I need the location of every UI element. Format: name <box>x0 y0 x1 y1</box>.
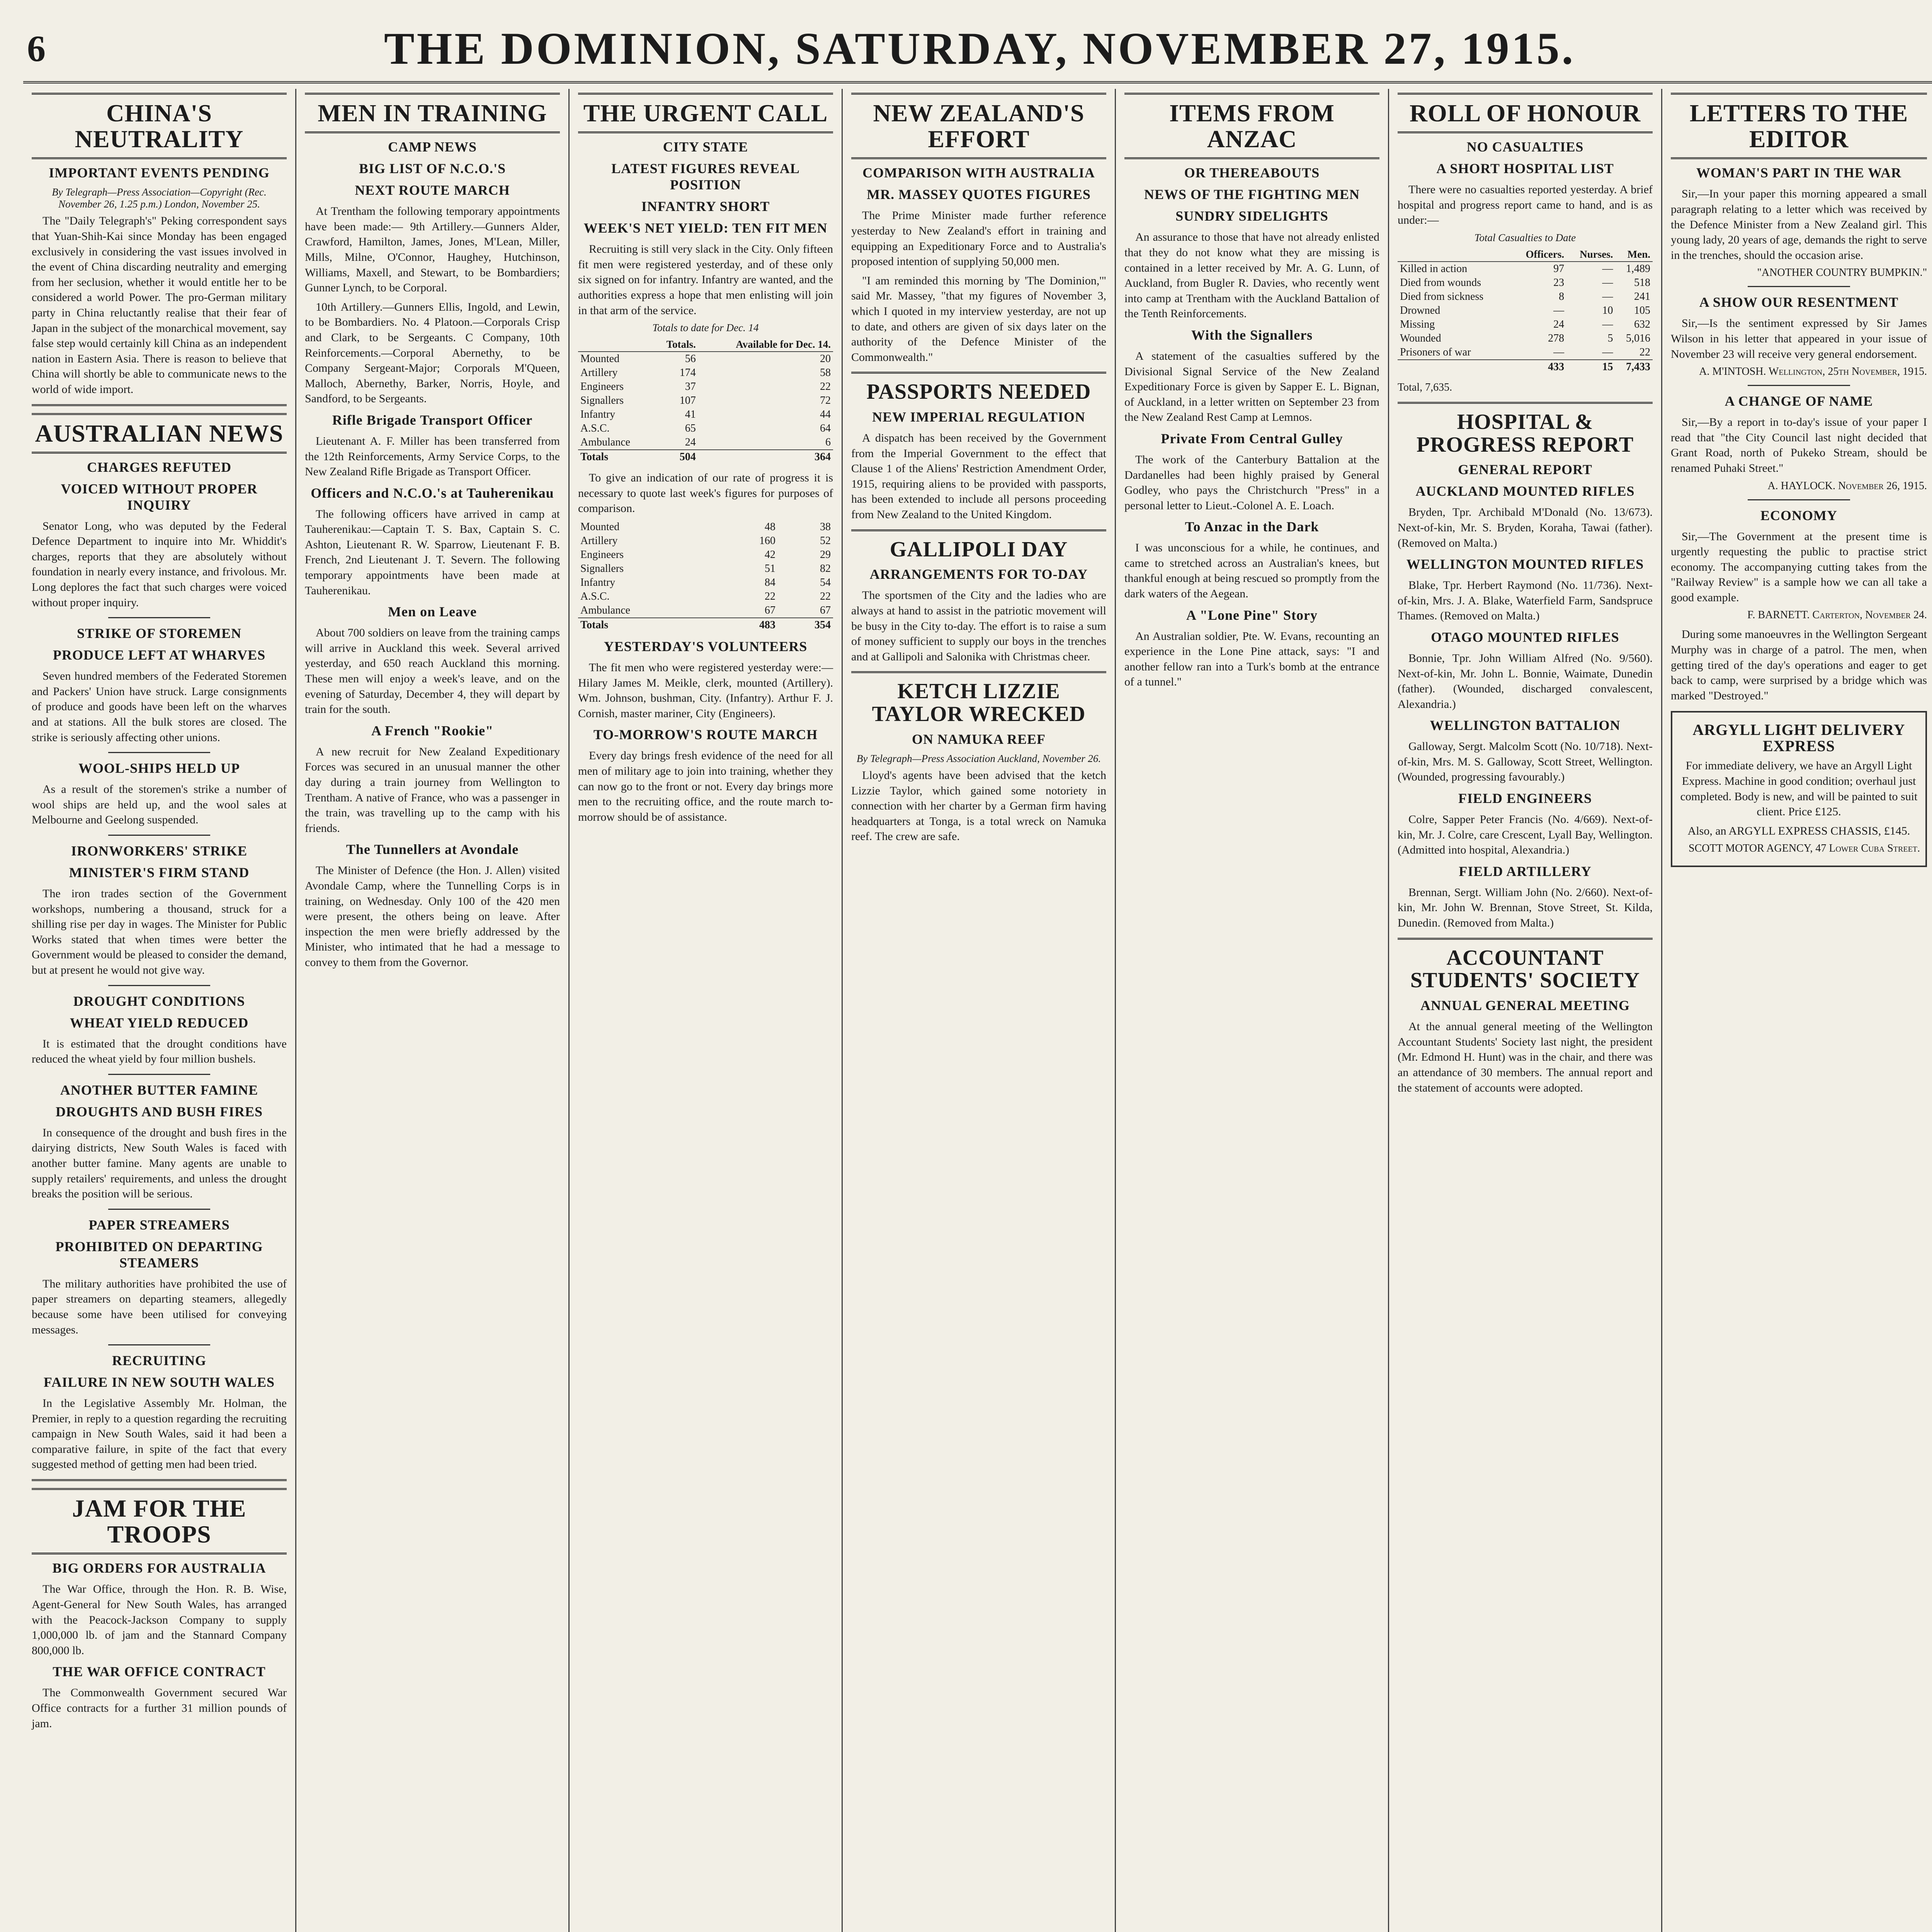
table-cell: 22 <box>820 590 831 602</box>
article-heading: JAM FOR THE TROOPS <box>32 1488 287 1554</box>
table-cell: Signallers <box>580 562 624 575</box>
article-subheading: CITY STATE <box>663 139 748 155</box>
article-subheading: WELLINGTON MOUNTED RIFLES <box>1406 556 1644 572</box>
article-body: A new recruit for New Zealand Expeditionary Forces was secured in an unusual manner the other day during a train journey from Wellington to Trentham. A native of France, who was a passenger in the train, was travelling up to the camp with his friends. <box>305 745 560 835</box>
article-body: At the annual general meeting of the Wellington Accountant Students' Society last night, the president (Mr. Edmond H. Hunt) was in the chair, and there was an attendance of 30 members. The annual report and the statement of accounts were adopted. <box>1398 1020 1653 1094</box>
table-cell: 23 <box>1553 276 1565 289</box>
column-4 <box>843 89 1116 1932</box>
article-subheading: ECONOMY <box>1760 507 1837 523</box>
article-body: 10th Artillery.—Gunners Ellis, Ingold, and Lewin, to be Bombardiers. No. 4 Platoon.—Corporals Crisp and Clark, to be Sergeants. C Company, 10th Reinforcements.—Corporal Abernethy, to be Company Sergeant-Major; Corporals M'Queen, Malloch, Abernethy, Barker, Norris, Hoyle, and Sandford, to be Sergeants. <box>305 300 560 405</box>
article-body: Lieutenant A. F. Miller has been transferred from the 12th Reinforcements, Army Service Corps, to the New Zealand Rifle Brigade as Transport Officer. <box>305 434 560 478</box>
table-cell: Totals <box>578 618 723 632</box>
table-cell: Mounted <box>580 353 620 365</box>
table-row <box>578 408 833 422</box>
article-heading: LETTERS TO THE EDITOR <box>1671 93 1927 159</box>
article-body: A statement of the casualties suffered by the Divisional Signal Service of the New Zealand Expeditionary Force is given by Sapper E. L. Bignan, of Auckland, in a letter written on September 23 from the New Zealand Rest Camp at Lemnos. <box>1124 349 1379 424</box>
table-cell: 44 <box>820 408 831 421</box>
table-cell: Ambulance <box>580 436 631 449</box>
article-heading: HOSPITAL & PROGRESS REPORT <box>1416 410 1634 457</box>
table-cell: Artillery <box>580 534 618 547</box>
article-subheading: MR. MASSEY QUOTES FIGURES <box>867 187 1091 202</box>
article-subheading: OR THEREABOUTS <box>1184 165 1320 181</box>
table-cell: — <box>1602 346 1613 358</box>
article-heading: NEW ZEALAND'S EFFORT <box>851 93 1106 159</box>
column-6 <box>1389 89 1662 1932</box>
table-cell: 82 <box>820 562 831 575</box>
article-body: About 700 soldiers on leave from the training camps will arrive in Auckland this week. Several arrived yesterday, and 650 reach Auckland this morning. These men will enjoy a week's leave, and on the evening of Saturday, December 4, they will depart by train for the south. <box>305 626 560 716</box>
table-row <box>578 520 833 534</box>
columns <box>23 89 1932 1932</box>
article-body: The iron trades section of the Government workshops, numbering a thousand, struck for a shilling rise per day in wages. The Minister for Public Works stated that when times were better the Government would be pleased to consider the demand, but at present he would not give way. <box>32 887 287 976</box>
column-5 <box>1116 89 1389 1932</box>
table-cell: Infantry <box>580 408 616 421</box>
table-row <box>578 366 833 380</box>
divider <box>108 985 210 986</box>
table-cell: 8 <box>1559 290 1565 303</box>
table-row <box>578 548 833 562</box>
table-cell: 20 <box>820 353 831 365</box>
table-row <box>578 534 833 548</box>
article-heading: CHINA'S NEUTRALITY <box>32 93 287 159</box>
article-body: In consequence of the drought and bush fires in the dairying districts, New South Wales is faced with another butter famine. Many agents are unable to supply retailers' requirements, and unless the drought breaks the position will be serious. <box>32 1126 287 1201</box>
article-body: "I am reminded this morning by 'The Dominion,'" said Mr. Massey, "that my figures of November 3, which I quoted in my interview yesterday, are not up to date, and others are given of six days later on the authority of the Defence Minister of the Commonwealth." <box>851 274 1106 364</box>
table-cell: 24 <box>1553 318 1565 330</box>
article-subheading: PRODUCE LEFT AT WHARVES <box>53 647 266 663</box>
article-subheading: ARRANGEMENTS FOR TO-DAY <box>869 566 1088 582</box>
table-cell: 433 <box>1511 360 1566 374</box>
table-cell: Infantry <box>580 576 616 588</box>
table-cell: 54 <box>820 576 831 588</box>
article-subheading: SUNDRY SIDELIGHTS <box>1175 208 1328 224</box>
article-body: An assurance to those that have not already enlisted that they do not know what they are missing is contained in a letter received by Mr. A. G. Lunn, of Auckland, from Bugler R. Davies, who recently went into camp at Trentham with the Auckland Battalion of the Tenth Reinforcements. <box>1124 231 1379 320</box>
article-subheading: CAMP NEWS <box>388 139 477 155</box>
article-subheading: DROUGHT CONDITIONS <box>73 993 245 1009</box>
table-cell: 41 <box>685 408 696 421</box>
table-row <box>1398 290 1653 304</box>
table-cell: 67 <box>764 604 776 616</box>
table-cell: 84 <box>764 576 776 588</box>
table-cell: 58 <box>820 367 831 379</box>
article-body: The fit men who were registered yesterday were:—Hilary James M. Meikle, clerk, mounted (Artillery). Wm. Johnson, bushman, City. (Infantry). Arthur F. J. Cornish, master mariner, City (Engineers). <box>578 661 833 720</box>
ad-body: For immediate delivery, we have an Argyll Light Express. Machine in good condition; overhaul just completed. Body is new, and will be painted to suit client. Price £125. <box>1680 759 1918 818</box>
article-subheading: PROHIBITED ON DEPARTING STEAMERS <box>55 1238 263 1270</box>
article-body: At Trentham the following temporary appointments have been made:— 9th Artillery.—Gunners Alder, Crawford, Hamilton, James, Jones, M'Lean, Miller, Mills, Milne, O'Connor, Haughey, Hutchinson, Williams, Maxell, and Stewart, to be Bombardiers; Gunner Lynch, to be Corporal. <box>305 205 560 294</box>
article-body: There were no casualties reported yesterday. A brief hospital and progress report came to hand, and is as under:— <box>1398 183 1653 227</box>
table-row <box>1398 304 1653 318</box>
letter-signature: "ANOTHER COUNTRY BUMPKIN." <box>1757 267 1927 279</box>
letter-body: Sir,—In your paper this morning appeared a small paragraph relating to a letter which was received by the Defence Minister from a New Zealand girl. This young lady, 20 years of age, demands the right to serve in the trenches, should the occasion arise. <box>1671 187 1927 262</box>
divider <box>851 372 1106 374</box>
byline: By Telegraph—Press Association—Copyright (Rec. November 26, 1.25 p.m.) London, November 25. <box>52 186 267 210</box>
divider <box>1748 499 1850 500</box>
article-subheading: VOICED WITHOUT PROPER INQUIRY <box>61 481 258 513</box>
total-line: Total, 7,635. <box>1398 381 1452 393</box>
article-subheading: TO-MORROW'S ROUTE MARCH <box>593 727 818 743</box>
article-subheading: NEW IMPERIAL REGULATION <box>872 409 1085 425</box>
table-cell: 97 <box>1553 262 1565 275</box>
table-cell: 5 <box>1607 332 1613 344</box>
article-subheading: With the Signallers <box>1191 327 1313 343</box>
article-body: Bryden, Tpr. Archibald M'Donald (No. 13/673). Next-of-kin, Mr. S. Bryden, Koraha, Tawai (father). (Removed on Malta.) <box>1398 506 1653 549</box>
table-cell: Mounted <box>580 520 620 533</box>
divider <box>108 617 210 618</box>
article-subheading: IRONWORKERS' STRIKE <box>71 843 248 859</box>
article-heading: AUSTRALIAN NEWS <box>32 413 287 454</box>
article-body: The military authorities have prohibited the use of paper streamers on departing steamers, allegedly because some have been utilised for conveying messages. <box>32 1277 287 1336</box>
table-cell: 174 <box>679 367 696 379</box>
article-subheading: NO CASUALTIES <box>1466 139 1584 155</box>
article-subheading: THE WAR OFFICE CONTRACT <box>53 1664 266 1680</box>
table-cell: 632 <box>1634 318 1650 330</box>
article-subheading: ANOTHER BUTTER FAMINE <box>60 1082 259 1098</box>
table-cell: 52 <box>820 534 831 547</box>
article-body: Seven hundred members of the Federated Storemen and Packers' Union have struck. Large consignments of produce and goods have been left on the wharves and at stations. All the bulk stores are closed. The strike is seriously affecting other unions. <box>32 670 287 744</box>
table-cell: 241 <box>1634 290 1650 303</box>
table-cell: — <box>1602 318 1613 330</box>
table-cell: 518 <box>1634 276 1650 289</box>
divider <box>1748 286 1850 287</box>
article-subheading: NEXT ROUTE MARCH <box>355 182 510 198</box>
article-subheading: GENERAL REPORT <box>1458 462 1592 478</box>
divider <box>108 1344 210 1345</box>
divider <box>108 1074 210 1075</box>
article-subheading: Rifle Brigade Transport Officer <box>332 412 533 428</box>
table-cell: 67 <box>820 604 831 616</box>
article-subheading: MINISTER'S FIRM STAND <box>69 865 250 880</box>
table-row <box>1398 262 1653 276</box>
table-cell: — <box>1602 276 1613 289</box>
article-heading: ACCOUNTANT STUDENTS' SOCIETY <box>1410 946 1640 993</box>
table-cell: 38 <box>820 520 831 533</box>
article-subheading: PAPER STREAMERS <box>88 1217 230 1233</box>
ad-body: Also, an ARGYLL EXPRESS CHASSIS, £145. <box>1687 824 1910 837</box>
article-body: Every day brings fresh evidence of the need for all men of military age to join into training, whether they can now go to the front or not. Every day brings more men to the recruiting office, and the route march to-morrow should be of assistance. <box>578 749 833 823</box>
table-header-cell: Men. <box>1616 248 1653 262</box>
divider <box>851 671 1106 673</box>
table-caption: Total Casualties to Date <box>1474 231 1576 243</box>
article-subheading: WOOL-SHIPS HELD UP <box>78 760 240 776</box>
divider <box>108 835 210 836</box>
table-row <box>578 380 833 394</box>
article-subheading: YESTERDAY'S VOLUNTEERS <box>604 638 808 654</box>
article-subheading: Men on Leave <box>388 604 477 620</box>
table-total-row <box>1398 360 1653 374</box>
article-body: The "Daily Telegraph's" Peking correspondent says that Yuan-Shih-Kai since Monday has been engaged exclusively in considering the vast issues involved in the event of China discarding neutrality and emerging from her seclusion, whether it would entitle her to be considered a world Power. The pro-German military party in China reluctantly realise that their fear of Japan in the subject of the monarchical movement, say false step would certainly kill China as an independent nation in Eastern Asia. There is reason to believe that China will shortly be able to communicate news to the world of wide import. <box>32 214 287 396</box>
recruits-table-current <box>578 338 833 464</box>
article-subheading: The Tunnellers at Avondale <box>346 842 519 857</box>
article-subheading: BIG ORDERS FOR AUSTRALIA <box>52 1560 266 1576</box>
table-cell: 105 <box>1634 304 1650 316</box>
article-body: As a result of the storemen's strike a number of wool ships are held up, and the wool sales at Melbourne and Geelong suspended. <box>32 783 287 827</box>
table-cell: Died from sickness <box>1400 290 1484 303</box>
letter-body: Sir,—Is the sentiment expressed by Sir James Wilson in his letter that appeared in your issue of November 23 will receive very general endorsement. <box>1671 317 1927 361</box>
article-body: To give an indication of our rate of progress it is necessary to quote last week's figures for purposes of comparison. <box>578 471 833 515</box>
article-subheading: IMPORTANT EVENTS PENDING <box>49 165 270 181</box>
article-body: Galloway, Sergt. Malcolm Scott (No. 10/718). Next-of-kin, Mrs. M. S. Galloway, Scott Street, Wellington. (Wounded, progressing favourably.) <box>1398 740 1653 784</box>
table-total-row <box>578 450 833 464</box>
article-body: The Prime Minister made further reference yesterday to New Zealand's effort in training and equipping an Expeditionary Force and to Australia's proposed intention of supplying 50,000 men. <box>851 209 1106 268</box>
article-subheading: FIELD ENGINEERS <box>1458 791 1592 806</box>
table-cell: — <box>1553 304 1565 316</box>
article-subheading: LATEST FIGURES REVEAL POSITION <box>611 161 800 193</box>
article-subheading: A SHOW OUR RESENTMENT <box>1699 294 1899 310</box>
article-body: In the Legislative Assembly Mr. Holman, the Premier, in reply to a question regarding the recruiting campaign in New South Wales, said it had been a comparative failure, in spite of the fact that every suggested method of getting men had been tried. <box>32 1397 287 1471</box>
article-subheading: WEEK'S NET YIELD: TEN FIT MEN <box>583 220 828 236</box>
ad-heading: ARGYLL LIGHT DELIVERY EXPRESS <box>1692 721 1905 755</box>
article-body: The Minister of Defence (the Hon. J. Allen) visited Avondale Camp, where the Tunnelling Corps is in training, on Wednesday. Only 100 of the 420 men were present, the others being on leave. After inspection the men were briefly addressed by the Minister, who intimated that he had a message to convey to them from the Governor. <box>305 864 560 969</box>
divider <box>1398 402 1653 404</box>
article-heading: ROLL OF HONOUR <box>1398 93 1653 133</box>
article-subheading: AUCKLAND MOUNTED RIFLES <box>1415 483 1635 499</box>
table-cell: Ambulance <box>580 604 631 616</box>
table-row <box>1398 345 1653 360</box>
table-cell: 1,489 <box>1626 262 1650 275</box>
table-cell: 7,433 <box>1616 360 1653 374</box>
table-cell: Signallers <box>580 395 624 407</box>
article-subheading: RECRUITING <box>112 1353 207 1369</box>
table-cell: 29 <box>820 548 831 561</box>
divider <box>851 529 1106 531</box>
column-7 <box>1662 89 1932 1932</box>
table-cell: 48 <box>764 520 776 533</box>
table-cell: Missing <box>1400 318 1435 330</box>
divider <box>1748 385 1850 386</box>
table-cell <box>1398 360 1511 374</box>
table-cell: 107 <box>679 395 696 407</box>
article-heading: THE URGENT CALL <box>578 93 833 133</box>
table-row <box>1398 318 1653 332</box>
table-row <box>578 422 833 435</box>
column-3 <box>570 89 843 1932</box>
table-cell: 6 <box>825 436 831 449</box>
article-subheading: NEWS OF THE FIGHTING MEN <box>1144 187 1360 202</box>
table-cell: 64 <box>820 422 831 435</box>
table-header-cell: Totals. <box>652 338 698 352</box>
table-cell: A.S.C. <box>580 590 610 602</box>
table-cell: 10 <box>1602 304 1613 316</box>
table-cell: — <box>1602 262 1613 275</box>
letter-body: Sir,—The Government at the present time is urgently requesting the public to practise strict economy. The accompanying cutting takes from the "Railway Review" is a sample how we can all take a good example. <box>1671 530 1927 604</box>
article-subheading: ON NAMUKA REEF <box>912 731 1046 747</box>
ad-signature: SCOTT MOTOR AGENCY, 47 Lower Cuba Street. <box>1689 842 1920 855</box>
table-cell: Died from wounds <box>1400 276 1481 289</box>
article-subheading: Officers and N.C.O.'s at Tauherenikau <box>311 485 554 501</box>
article-subheading: FIELD ARTILLERY <box>1459 863 1592 879</box>
table-cell: 65 <box>685 422 696 435</box>
table-cell: Prisoners of war <box>1400 346 1471 358</box>
divider <box>108 1209 210 1210</box>
article-subheading: FAILURE IN NEW SOUTH WALES <box>43 1374 275 1390</box>
table-cell: Artillery <box>580 367 618 379</box>
article-heading: GALLIPOLI DAY <box>889 537 1068 561</box>
table-row <box>578 352 833 366</box>
article-heading: ITEMS FROM ANZAC <box>1124 93 1379 159</box>
table-row <box>1398 276 1653 290</box>
article-body: Brennan, Sergt. William John (No. 2/660). Next-of-kin, Mr. John W. Brennan, Stove Street, St. Kilda, Dunedin. (Removed from Malta.) <box>1398 886 1653 930</box>
table-cell: 354 <box>778 618 833 632</box>
article-body: The sportsmen of the City and the ladies who are always at hand to assist in the patriotic movement will be busy in the City to-day. The effort is to raise a sum of money sufficient to supply our boys in the trenches and at Gallipoli and Salonika with Christmas cheer. <box>851 589 1106 663</box>
table-total-row <box>578 618 833 632</box>
letter-signature: A. M'INTOSH. Wellington, 25th November, 1915. <box>1699 366 1927 378</box>
table-cell: Totals <box>578 450 652 464</box>
table-row <box>578 562 833 576</box>
table-cell: 364 <box>698 450 833 464</box>
column-1 <box>23 89 296 1932</box>
article-subheading: CHARGES REFUTED <box>87 459 232 475</box>
divider <box>108 752 210 753</box>
divider <box>32 404 287 406</box>
table-header-cell <box>1398 248 1511 262</box>
article-body: Recruiting is still very slack in the City. Only fifteen fit men were registered yesterday, and of these only six signed on for infantry. Infantry are wanted, and the authorities express a hope that men enlisting will join in that arm of the service. <box>578 243 833 317</box>
table-cell: 56 <box>685 353 696 365</box>
article-body: Lloyd's agents have been advised that the ketch Lizzie Taylor, which gained some notoriety in connection with her charter by a German firm having headquarters at Tonga, is a total wreck on Namuka reef. The crew are safe. <box>851 769 1106 843</box>
table-header-cell: Nurses. <box>1566 248 1615 262</box>
letter-body: During some manoeuvres in the Wellington Sergeant Murphy was in charge of a patrol. The men, when getting tired of the day's operations and eager to get back to camp, were surprised by a bridge which was marked "Destroyed." <box>1671 628 1927 702</box>
article-subheading: OTAGO MOUNTED RIFLES <box>1431 629 1619 645</box>
table-cell: Killed in action <box>1400 262 1468 275</box>
table-cell: — <box>1553 346 1565 358</box>
table-cell: 22 <box>820 381 831 393</box>
article-subheading: A CHANGE OF NAME <box>1725 393 1873 409</box>
table-header-cell: Available for Dec. 14. <box>698 338 833 352</box>
table-row <box>578 435 833 450</box>
table-cell: 22 <box>1639 346 1650 358</box>
divider <box>32 1479 287 1481</box>
article-subheading: WOMAN'S PART IN THE WAR <box>1696 165 1902 181</box>
table-cell: — <box>1602 290 1613 303</box>
table-cell: 15 <box>1566 360 1615 374</box>
article-heading: MEN IN TRAINING <box>305 93 560 133</box>
article-subheading: WHEAT YIELD REDUCED <box>70 1015 249 1031</box>
table-cell: 278 <box>1548 332 1565 344</box>
table-caption: Totals to date for Dec. 14 <box>652 322 759 334</box>
casualties-table <box>1398 248 1653 374</box>
article-body: Colre, Sapper Peter Francis (No. 4/669). Next-of-kin, Mr. J. Colre, care Crescent, Lyall Bay, Wellington. (Admitted into hospital, Alexandria.) <box>1398 813 1653 857</box>
article-body: It is estimated that the drought conditions have reduced the wheat yield by four million bushels. <box>32 1037 287 1066</box>
article-subheading: To Anzac in the Dark <box>1185 519 1319 535</box>
table-cell: 37 <box>685 381 696 393</box>
masthead <box>23 15 1932 83</box>
letter-body: Sir,—By a report in to-day's issue of your paper I read that "the City Council last night decided that Grant Road, north of Pukeko Stream, should be renamed Puhaki Street." <box>1671 416 1927 474</box>
article-body: The War Office, through the Hon. R. B. Wise, Agent-General for New South Wales, has arranged with the Peacock-Jackson Company to supply 1,000,000 lb. of jam and the Stannard Company 800,000 lb. <box>32 1583 287 1657</box>
table-row <box>1398 332 1653 345</box>
article-body: I was unconscious for a while, he continues, and came to stretched across an Australian's knees, but thankful enough at being rescued so promptly from the dark waters of the Aegean. <box>1124 541 1379 600</box>
page-number: 6 <box>27 28 46 69</box>
table-cell: 42 <box>764 548 776 561</box>
article-body: A dispatch has been received by the Government from the Imperial Government to the effect that Clause 1 of the Aliens' Restriction Amendment Order, 1915, requiring aliens to be provided with passports, has been extended to include all persons proceeding from New Zealand to the United Kingdom. <box>851 432 1106 521</box>
table-cell: Wounded <box>1400 332 1441 344</box>
table-cell: 51 <box>764 562 776 575</box>
page-title: THE DOMINION, SATURDAY, NOVEMBER 27, 1915. <box>384 23 1576 74</box>
article-subheading: A French "Rookie" <box>371 723 494 738</box>
letter-signature: A. HAYLOCK. November 26, 1915. <box>1767 480 1927 492</box>
table-cell: 160 <box>759 534 776 547</box>
table-cell: Engineers <box>580 548 624 561</box>
table-cell: Drowned <box>1400 304 1440 316</box>
article-subheading: STRIKE OF STOREMEN <box>77 626 242 641</box>
table-cell: 504 <box>652 450 698 464</box>
article-body: Blake, Tpr. Herbert Raymond (No. 11/736). Next-of-kin, Mrs. J. A. Blake, Waterfield Farm, Sandspruce Thames. (Removed on Malta.) <box>1398 579 1653 622</box>
article-subheading: COMPARISON WITH AUSTRALIA <box>862 165 1095 181</box>
article-subheading: INFANTRY SHORT <box>641 199 770 214</box>
table-header-cell <box>578 338 652 352</box>
table-cell: 5,016 <box>1626 332 1650 344</box>
table-header-cell: Officers. <box>1511 248 1566 262</box>
article-subheading: DROUGHTS AND BUSH FIRES <box>55 1104 263 1119</box>
article-body: Senator Long, who was deputed by the Federal Defence Department to inquire into Mr. Whiddit's charges, reports that they are absolutely without foundation in nearly every instance, and frivolous. Mr. Long deplores the fact that such charges were voiced without proper inquiry. <box>32 519 287 609</box>
column-2 <box>296 89 570 1932</box>
table-row <box>578 394 833 408</box>
article-subheading: A "Lone Pine" Story <box>1186 607 1318 623</box>
table-cell: Engineers <box>580 381 624 393</box>
table-cell: A.S.C. <box>580 422 610 435</box>
letter-signature: F. BARNETT. Carterton, November 24. <box>1747 609 1927 621</box>
article-heading: PASSPORTS NEEDED <box>866 380 1091 404</box>
table-row <box>578 604 833 618</box>
advertisement <box>1671 711 1927 867</box>
article-subheading: WELLINGTON BATTALION <box>1430 718 1621 733</box>
table-row <box>578 576 833 590</box>
article-body: The work of the Canterbury Battalion at the Dardanelles had been highly praised by General Godley, who pays the Christchurch "Press" in a personal letter to Lieut.-Colonel A. E. Loach. <box>1124 453 1379 512</box>
article-heading: KETCH LIZZIE TAYLOR WRECKED <box>872 679 1086 726</box>
byline: By Telegraph—Press Association Auckland, November 26. <box>856 753 1101 765</box>
recruits-table-previous <box>578 520 833 632</box>
table-cell: 22 <box>764 590 776 602</box>
article-subheading: ANNUAL GENERAL MEETING <box>1420 998 1630 1014</box>
article-subheading: BIG LIST OF N.C.O.'S <box>359 161 506 177</box>
article-body: Bonnie, Tpr. John William Alfred (No. 9/560). Next-of-kin, Mr. John L. Bonnie, Waimate, Dunedin (father). (Wounded, discharged convalescent, Alexandria.) <box>1398 651 1653 711</box>
article-body: The Commonwealth Government secured War Office contracts for a further 31 million pounds of jam. <box>32 1686 287 1730</box>
table-row <box>578 590 833 604</box>
table-cell: 24 <box>685 436 696 449</box>
table-cell: 483 <box>723 618 778 632</box>
article-body: The following officers have arrived in camp at Tauherenikau:—Captain T. S. Bax, Captain S. C. Ashton, Lieutenant R. W. Sparrow, Lieutenant F. B. French, 2nd Lieutenant J. T. Severn. The following temporary appointments have been made at Tauherenikau. <box>305 507 560 597</box>
table-cell: 72 <box>820 395 831 407</box>
divider <box>1398 938 1653 940</box>
article-body: An Australian soldier, Pte. W. Evans, recounting an experience in the Lone Pine attack, says: "I and another fellow ran into a Turk's bomb at the entrance of a tunnel." <box>1124 629 1379 689</box>
article-subheading: Private From Central Gulley <box>1161 430 1343 446</box>
article-subheading: A SHORT HOSPITAL LIST <box>1436 161 1614 177</box>
